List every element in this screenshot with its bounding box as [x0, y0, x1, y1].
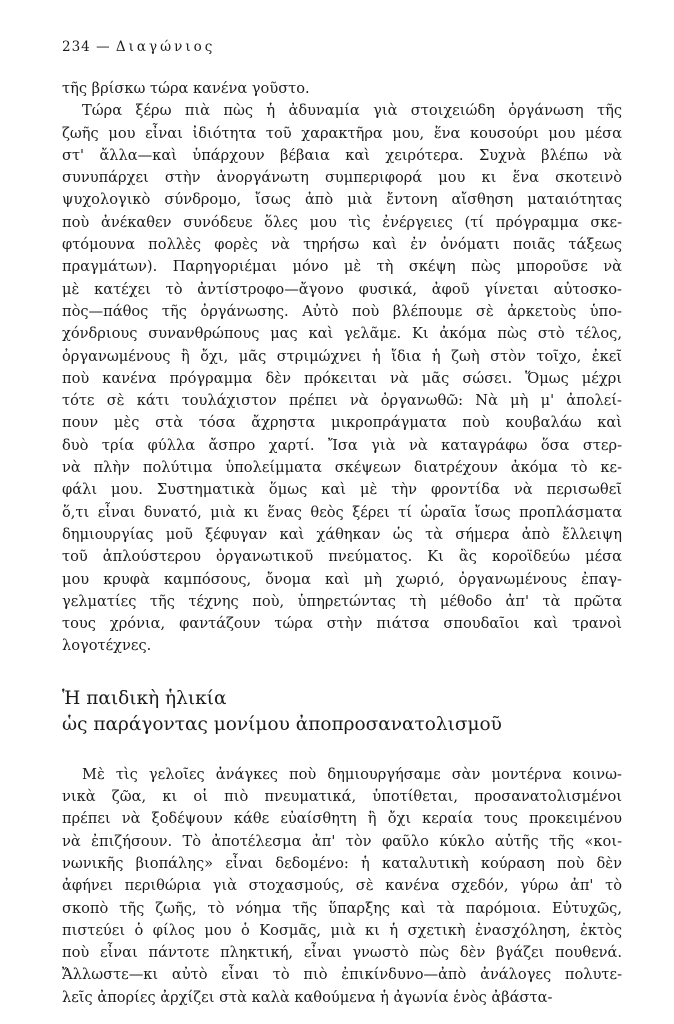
section-heading-line-1: Ἡ παιδικὴ ἡλικία [62, 687, 227, 709]
text-line: ὀργανωμένους ἢ ὄχι, μᾶς στριμώχνει ἡ ἴδια ἡ ζωὴ στὸν τοῖχο, ἐκεῖ [62, 347, 622, 365]
paragraph-2 [62, 764, 622, 1009]
text-line: πραγμάτων). Παρηγοριέμαι μόνο μὲ τὴ σκέψη πὼς μποροῦσε νὰ [62, 258, 622, 276]
text-line: ψυχολογικὸ σύνδρομο, ἴσως ἀπὸ μιὰ ἔντονη αἴσθηση ματαιότητας [62, 191, 622, 209]
text-line: νὰ πλὴν πολύτιμα ὑπολείμματα σκέψεων διατρέχουν ἀκόμα τὸ κε- [62, 459, 622, 477]
text-line: σκοπὸ τῆς ζωῆς, τὸ νόημα τῆς ὕπαρξης καὶ τὰ παρόμοια. Εὐτυχῶς, [62, 899, 622, 917]
text-line: νικὰ ζῶα, κι οἱ πιὸ πνευματικά, ὑποτίθεται, προσανατολισμένοι [62, 788, 622, 806]
text-line: πὸς—πάθος τῆς ὀργάνωσης. Αὐτὸ ποὺ βλέπουμε σὲ ἀρκετοὺς ὑπο- [62, 302, 622, 320]
text-line: ποὺ ἀνέκαθεν συνόδευε ὅλες μου τὶς ἐνέργειες (τί πρόγραμμα σκε- [62, 213, 622, 231]
text-line: δυὸ τρία φύλλα ἄσπρο χαρτί. Ἴσα γιὰ νὰ καταγράφω ὅσα στερ- [62, 436, 622, 454]
text-line: χόνδριους συνανθρώπους μας καὶ γελᾶμε. Κι ἀκόμα πὼς στὸ τέλος, [62, 325, 622, 343]
text-line: φτόμουνα πολλὲς φορὲς νὰ τηρήσω καὶ ἐν ὀνόματι ποιᾶς τάξεως [62, 236, 622, 254]
text-line: μὲ κατέχει τὸ ἀντίστροφο—ἄγονο φυσικά, ἀφοῦ γίνεται αὐτοσκο- [62, 280, 622, 298]
text-line: λεῖς ἀπορίες ἀρχίζει στὰ καλὰ καθούμενα ἡ ἀγωνία ἑνὸς ἀβάστα- [62, 988, 553, 1006]
text-line: νωνικῆς βιοπάλης» εἶναι δεδομένο: ἡ καταλυτικὴ κούραση ποὺ δὲν [62, 854, 622, 872]
text-line: τοῦ ἀπλούστερου ὀργανωτικοῦ πνεύματος. Κι ἂς κοροϊδεύω μέσα [62, 548, 622, 566]
text-line: ἀφήνει περιθώρια γιὰ στοχασμούς, σὲ κανένα σχεδόν, γύρω ἀπ' τὸ [62, 877, 622, 895]
section-heading [62, 686, 622, 738]
page-number: 234 [62, 39, 91, 55]
text-line: Ἄλλωστε—κι αὐτὸ εἶναι τὸ πιὸ ἐπικίνδυνο—ἀπὸ ἀνάλογες πολυτε- [62, 966, 622, 984]
text-line: πιστεύει ὁ φίλος μου ὁ Κοσμᾶς, μιὰ κι ἡ σχετικὴ ἐνασχόληση, ἐκτὸς [62, 921, 622, 939]
text-line: τους χρόνια, φαντάζουν τώρα στὴν πιάτσα σπουδαῖοι καὶ τρανοὶ [62, 615, 622, 633]
text-line: δημιουργίας μοῦ ξέφυγαν καὶ χάθηκαν ὡς τὰ σήμερα ἀπὸ ἔλλειψη [62, 525, 622, 543]
text-line: ὅ,τι εἶναι δυνατό, μιὰ κι ἕνας θεὸς ξέρει τί ὡραῖα ἴσως προπλάσματα [62, 503, 622, 521]
text-line: Μὲ τὶς γελοῖες ἀνάγκες ποὺ δημιουργήσαμε σὰν μοντέρνα κοινω- [82, 765, 622, 783]
text-line: φάλι μου. Συστηματικὰ ὅμως καὶ μὲ τὴν φροντίδα νὰ περισωθεῖ [62, 481, 622, 499]
text-line: τῆς βρίσκω τώρα κανένα γοῦστο. [62, 80, 310, 97]
text-line: ποὺ κανένα πρόγραμμα δὲν πρόκειται νὰ μᾶς σώσει. Ὅμως μέχρι [62, 369, 622, 387]
paragraph-1 [62, 78, 622, 658]
text-line: νὰ ἐπιζήσουν. Τὸ ἀποτέλεσμα ἀπ' τὸν φαῦλο κύκλο αὐτῆς τῆς «κοι- [62, 832, 622, 850]
book-page [62, 36, 622, 1009]
text-line: Τώρα ξέρω πιὰ πὼς ἡ ἀδυναμία γιὰ στοιχειώδη ὀργάνωση τῆς [82, 102, 622, 120]
text-line: μου κρυφὰ καμπόσους, ὄνομα καὶ μὴ χωριό, ὀργανωμένους ἐπαγ- [62, 570, 622, 588]
running-head [62, 36, 622, 58]
running-head-title: Διαγώνιος [115, 39, 216, 55]
text-line: λογοτέχνες. [62, 637, 152, 655]
text-line: ζωῆς μου εἶναι ἰδιότητα τοῦ χαρακτῆρα μου, ἕνα κουσούρι μου μέσα [62, 124, 622, 142]
text-line: πρέπει νὰ ξοδέψουν κάθε εὐαίσθητη ἢ ὄχι κεραία τους προκειμένου [62, 810, 622, 828]
running-head-separator: — [96, 39, 111, 55]
text-line: τότε σὲ κάτι τουλάχιστον πρέπει νὰ ὀργανωθῶ: Νὰ μὴ μ' ἀπολεί- [62, 392, 622, 410]
text-line: συνυπάρχει στὴν ἀνοργάνωτη συμπεριφορά μου κι ἕνα σκοτεινὸ [62, 169, 622, 187]
text-line: πουν μὲς στὰ τόσα ἄχρηστα μικροπράγματα ποὺ κουβαλάω καὶ [62, 414, 622, 432]
text-line: στ' ἄλλα—καὶ ὑπάρχουν βέβαια καὶ χειρότερα. Συχνὰ βλέπω νὰ [62, 146, 622, 164]
section-heading-line-2: ὡς παράγοντας μονίμου ἀποπροσανατολισμοῦ [62, 713, 502, 735]
text-line: ποὺ εἶναι πάντοτε πληκτική, εἶναι γνωστὸ πὼς δὲν βγάζει πουθενά. [62, 944, 622, 962]
text-line: γελματίες τῆς τέχνης ποὺ, ὑπηρετώντας τὴ μέθοδο ἀπ' τὰ πρῶτα [62, 592, 622, 610]
